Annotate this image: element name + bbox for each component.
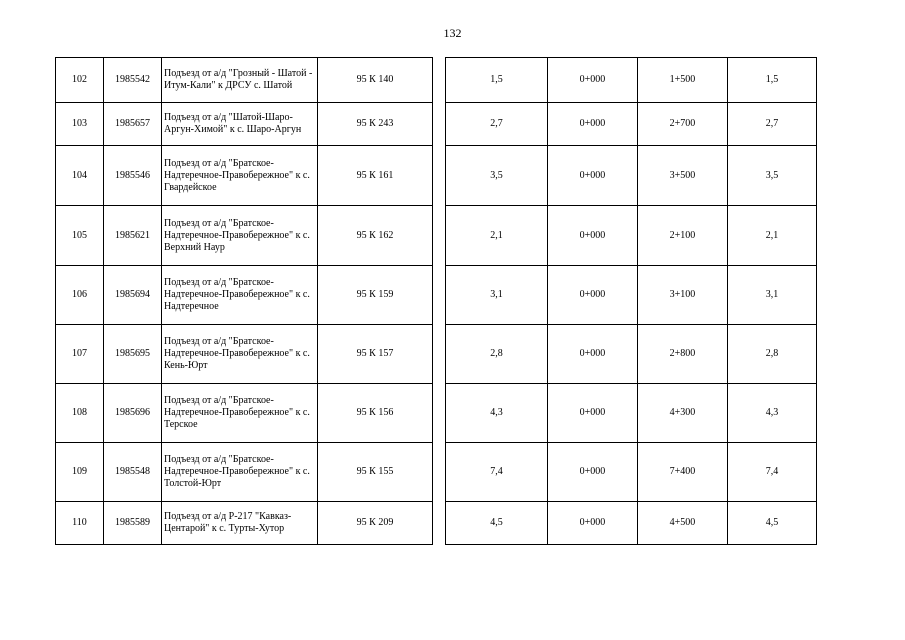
road-name-cell: Подъезд от а/д "Братское-Надтеречное-Правобережное" к с. Верхний Наур bbox=[162, 206, 318, 266]
page-number: 132 bbox=[443, 26, 462, 40]
road-name-cell: Подъезд от а/д "Грозный - Шатой - Итум-Кали" к ДРСУ с. Шатой bbox=[162, 58, 318, 103]
end-km-cell: 3+100 bbox=[638, 266, 728, 325]
end-km-cell: 7+400 bbox=[638, 443, 728, 502]
end-km-cell: 4+500 bbox=[638, 502, 728, 545]
spacer-cell bbox=[433, 266, 446, 325]
total-length-cell: 3,1 bbox=[728, 266, 817, 325]
road-id-cell: 1985589 bbox=[104, 502, 162, 545]
row-number-cell: 110 bbox=[56, 502, 104, 545]
road-name-cell: Подъезд от а/д "Братское-Надтеречное-Правобережное" к с. Надтеречное bbox=[162, 266, 318, 325]
road-name-cell: Подъезд от а/д "Братское-Надтеречное-Правобережное" к с. Гвардейское bbox=[162, 146, 318, 206]
spacer-cell bbox=[433, 384, 446, 443]
total-length-cell: 7,4 bbox=[728, 443, 817, 502]
total-length-cell: 2,8 bbox=[728, 325, 817, 384]
length-cell: 2,8 bbox=[446, 325, 548, 384]
table-row bbox=[56, 384, 817, 443]
start-km-cell: 0+000 bbox=[548, 146, 638, 206]
table-row bbox=[56, 502, 817, 545]
start-km-cell: 0+000 bbox=[548, 502, 638, 545]
road-name-cell: Подъезд от а/д "Шатой-Шаро-Аргун-Химой" к с. Шаро-Аргун bbox=[162, 103, 318, 146]
road-code-cell: 95 К 162 bbox=[318, 206, 433, 266]
table-row bbox=[56, 206, 817, 266]
table-row bbox=[56, 266, 817, 325]
total-length-cell: 4,3 bbox=[728, 384, 817, 443]
road-id-cell: 1985696 bbox=[104, 384, 162, 443]
road-id-cell: 1985621 bbox=[104, 206, 162, 266]
road-id-cell: 1985694 bbox=[104, 266, 162, 325]
row-number-cell: 105 bbox=[56, 206, 104, 266]
length-cell: 3,1 bbox=[446, 266, 548, 325]
start-km-cell: 0+000 bbox=[548, 384, 638, 443]
length-cell: 4,5 bbox=[446, 502, 548, 545]
spacer-cell bbox=[433, 443, 446, 502]
start-km-cell: 0+000 bbox=[548, 266, 638, 325]
spacer-cell bbox=[433, 502, 446, 545]
road-code-cell: 95 К 156 bbox=[318, 384, 433, 443]
start-km-cell: 0+000 bbox=[548, 58, 638, 103]
spacer-cell bbox=[433, 325, 446, 384]
row-number-cell: 104 bbox=[56, 146, 104, 206]
total-length-cell: 2,7 bbox=[728, 103, 817, 146]
start-km-cell: 0+000 bbox=[548, 443, 638, 502]
row-number-cell: 103 bbox=[56, 103, 104, 146]
end-km-cell: 4+300 bbox=[638, 384, 728, 443]
spacer-cell bbox=[433, 206, 446, 266]
table-row bbox=[56, 443, 817, 502]
total-length-cell: 4,5 bbox=[728, 502, 817, 545]
spacer-cell bbox=[433, 146, 446, 206]
total-length-cell: 1,5 bbox=[728, 58, 817, 103]
end-km-cell: 3+500 bbox=[638, 146, 728, 206]
length-cell: 2,7 bbox=[446, 103, 548, 146]
table-row bbox=[56, 325, 817, 384]
road-id-cell: 1985542 bbox=[104, 58, 162, 103]
road-code-cell: 95 К 243 bbox=[318, 103, 433, 146]
road-name-cell: Подъезд от а/д "Братское-Надтеречное-Правобережное" к с. Терское bbox=[162, 384, 318, 443]
roads-table bbox=[55, 57, 817, 545]
road-code-cell: 95 К 161 bbox=[318, 146, 433, 206]
row-number-cell: 102 bbox=[56, 58, 104, 103]
start-km-cell: 0+000 bbox=[548, 206, 638, 266]
road-code-cell: 95 К 157 bbox=[318, 325, 433, 384]
road-id-cell: 1985546 bbox=[104, 146, 162, 206]
row-number-cell: 107 bbox=[56, 325, 104, 384]
road-code-cell: 95 К 155 bbox=[318, 443, 433, 502]
length-cell: 4,3 bbox=[446, 384, 548, 443]
row-number-cell: 106 bbox=[56, 266, 104, 325]
end-km-cell: 1+500 bbox=[638, 58, 728, 103]
end-km-cell: 2+800 bbox=[638, 325, 728, 384]
road-id-cell: 1985657 bbox=[104, 103, 162, 146]
length-cell: 3,5 bbox=[446, 146, 548, 206]
spacer-cell bbox=[433, 103, 446, 146]
road-name-cell: Подъезд от а/д Р-217 "Кавказ-Центарой" к с. Турты-Хутор bbox=[162, 502, 318, 545]
road-code-cell: 95 К 209 bbox=[318, 502, 433, 545]
start-km-cell: 0+000 bbox=[548, 325, 638, 384]
row-number-cell: 109 bbox=[56, 443, 104, 502]
length-cell: 1,5 bbox=[446, 58, 548, 103]
table-row bbox=[56, 103, 817, 146]
road-name-cell: Подъезд от а/д "Братское-Надтеречное-Правобережное" к с. Толстой-Юрт bbox=[162, 443, 318, 502]
road-name-cell: Подъезд от а/д "Братское-Надтеречное-Правобережное" к с. Кень-Юрт bbox=[162, 325, 318, 384]
road-id-cell: 1985695 bbox=[104, 325, 162, 384]
end-km-cell: 2+700 bbox=[638, 103, 728, 146]
row-number-cell: 108 bbox=[56, 384, 104, 443]
table-row bbox=[56, 146, 817, 206]
total-length-cell: 3,5 bbox=[728, 146, 817, 206]
road-id-cell: 1985548 bbox=[104, 443, 162, 502]
end-km-cell: 2+100 bbox=[638, 206, 728, 266]
length-cell: 2,1 bbox=[446, 206, 548, 266]
start-km-cell: 0+000 bbox=[548, 103, 638, 146]
road-code-cell: 95 К 159 bbox=[318, 266, 433, 325]
table-row bbox=[56, 58, 817, 103]
length-cell: 7,4 bbox=[446, 443, 548, 502]
spacer-cell bbox=[433, 58, 446, 103]
road-code-cell: 95 К 140 bbox=[318, 58, 433, 103]
total-length-cell: 2,1 bbox=[728, 206, 817, 266]
